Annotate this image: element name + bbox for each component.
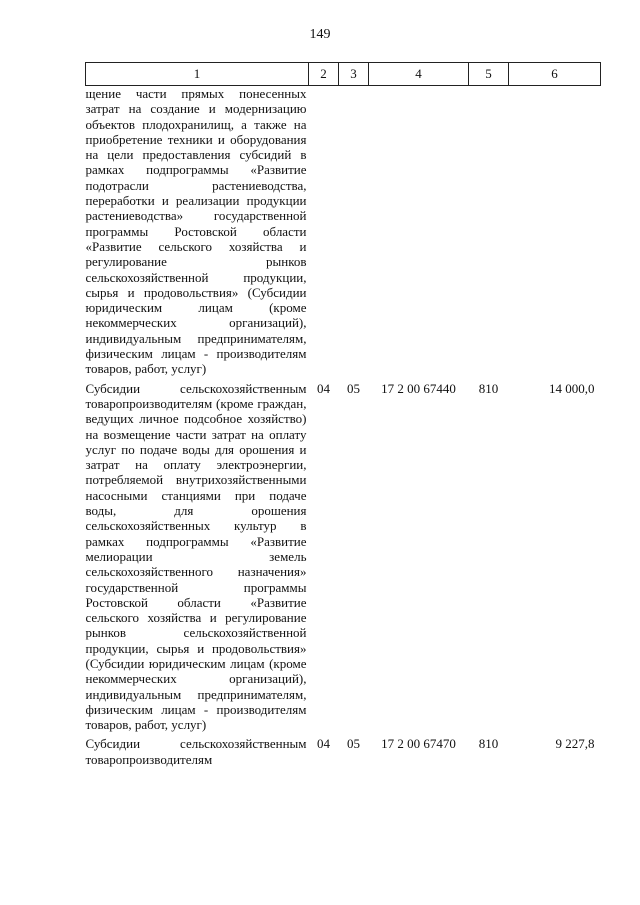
row-section — [309, 86, 339, 377]
row-description: Субсидии сельскохозяйственным товаропроизводителям — [85, 736, 307, 767]
row-description: щение части прямых понесенных затрат на создание и модернизацию объектов плодохранилищ, а также на приобретение техники и оборудования на цели предоставления субсидий в рамках подпрограммы «Развитие подотрасли растениеводства, переработки и реализации продукции растениеводства» государственной программы Ростовской области «Развитие сельского хозяйства и регулирование рынков сельскохозяйственной продукции, сырья и продовольствия» (Субсидии юридическим лицам (кроме некоммерческих организаций), индивидуальным предпринимателям, физическим лицам - производителям товаров, работ, услуг) — [85, 86, 307, 377]
row-section: 04 — [317, 380, 330, 396]
row-target-code — [369, 86, 469, 377]
header-col-1: 1 — [86, 63, 309, 86]
row-target-code: 17 2 00 67440 — [381, 380, 456, 396]
page-number: 149 — [309, 27, 331, 42]
row-amount: 9 227,8 — [555, 736, 595, 752]
header-col-6: 6 — [509, 63, 601, 86]
budget-table — [85, 62, 601, 767]
row-target-code: 17 2 00 67470 — [381, 736, 456, 752]
row-expense-type — [469, 86, 509, 377]
row-subsection: 05 — [347, 380, 360, 396]
table-row — [86, 86, 601, 377]
row-amount — [509, 86, 601, 377]
row-expense-type: 810 — [478, 380, 499, 396]
row-amount: 14 000,0 — [549, 380, 595, 396]
header-col-2: 2 — [309, 63, 339, 86]
header-col-4: 4 — [369, 63, 469, 86]
table-row — [86, 732, 601, 767]
row-subsection — [339, 86, 369, 377]
row-expense-type: 810 — [478, 736, 499, 752]
row-section: 04 — [317, 736, 330, 752]
table-header-row — [86, 63, 601, 86]
table-row — [86, 377, 601, 733]
row-subsection: 05 — [347, 736, 360, 752]
header-col-5: 5 — [469, 63, 509, 86]
header-col-3: 3 — [339, 63, 369, 86]
row-description: Субсидии сельскохозяйственным товаропроизводителям (кроме граждан, ведущих личное подсобное хозяйство) на возмещение части затрат на оплату услуг по подаче воды для орошения и затрат на оплату электроэнергии, потребляемой внутрихозяйственными насосными станциями при подаче воды, для орошения сельскохозяйственных культур в рамках подпрограммы «Развитие мелиорации земель сельскохозяйственного назначения» государственной программы Ростовской области «Развитие сельского хозяйства и регулирование рынков сельскохозяйственной продукции, сырья и продовольствия» (Субсидии юридическим лицам (кроме некоммерческих организаций), индивидуальным предпринимателям, физическим лицам - производителям товаров, работ, услуг) — [85, 380, 307, 733]
